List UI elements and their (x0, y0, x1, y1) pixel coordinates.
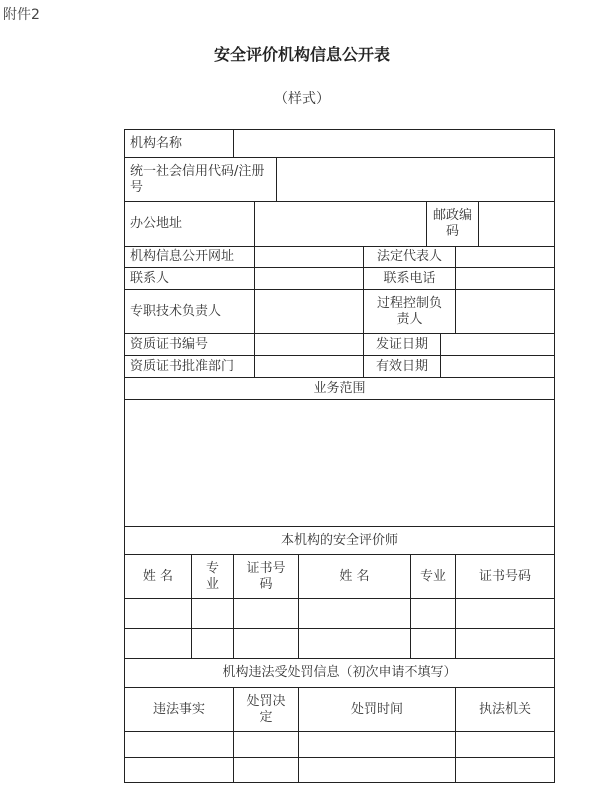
attachment-label: 附件2 (3, 7, 40, 23)
evaluator-header-cert-1: 证书号码 (233, 554, 299, 599)
penalty-row-1-decision[interactable] (233, 731, 299, 758)
label-business-scope: 业务范围 (124, 377, 555, 400)
label-approval-dept: 资质证书批准部门 (124, 355, 255, 378)
evaluator-row-1-cert-1[interactable] (233, 598, 299, 629)
contact-person-field[interactable] (254, 267, 364, 290)
business-scope-field[interactable] (124, 399, 555, 527)
penalties-section-title: 机构违法受处罚信息（初次申请不填写） (124, 658, 555, 688)
evaluator-row-2-name-1[interactable] (124, 628, 192, 659)
evaluator-row-2-major-1[interactable] (191, 628, 234, 659)
evaluator-row-1-major-1[interactable] (191, 598, 234, 629)
cert-number-field[interactable] (254, 333, 364, 356)
evaluator-row-2-name-2[interactable] (298, 628, 411, 659)
issue-date-field[interactable] (440, 333, 555, 356)
penalty-header-authority: 执法机关 (455, 687, 555, 732)
penalty-row-2-decision[interactable] (233, 757, 299, 783)
credit-code-field[interactable] (276, 157, 555, 202)
evaluator-row-1-name-1[interactable] (124, 598, 192, 629)
evaluator-row-2-cert-2[interactable] (455, 628, 555, 659)
document-title: 安全评价机构信息公开表 (213, 45, 390, 64)
org-name-field[interactable] (233, 129, 555, 158)
evaluator-row-2-cert-1[interactable] (233, 628, 299, 659)
penalty-row-1-time[interactable] (298, 731, 456, 758)
label-org-name: 机构名称 (124, 129, 234, 158)
evaluator-header-major-2: 专业 (410, 554, 456, 599)
approval-dept-field[interactable] (254, 355, 364, 378)
label-contact-person: 联系人 (124, 267, 255, 290)
label-contact-phone: 联系电话 (363, 267, 456, 290)
penalty-row-2-authority[interactable] (455, 757, 555, 783)
label-credit-code: 统一社会信用代码/注册号 (124, 157, 277, 202)
info-disclosure-form (124, 129, 555, 783)
evaluator-header-major-1: 专业 (191, 554, 234, 599)
label-office-address: 办公地址 (124, 201, 255, 247)
contact-phone-field[interactable] (455, 267, 555, 290)
evaluator-header-name-2: 姓 名 (298, 554, 411, 599)
evaluator-row-1-cert-2[interactable] (455, 598, 555, 629)
evaluator-row-1-major-2[interactable] (410, 598, 456, 629)
penalty-header-decision: 处罚决定 (233, 687, 299, 732)
website-field[interactable] (254, 246, 364, 268)
label-postal-code: 邮政编码 (426, 201, 479, 247)
evaluator-header-name-1: 姓 名 (124, 554, 192, 599)
tech-lead-field[interactable] (254, 289, 364, 334)
label-tech-lead: 专职技术负责人 (124, 289, 255, 334)
penalty-row-1-authority[interactable] (455, 731, 555, 758)
evaluators-section-title: 本机构的安全评价师 (124, 526, 555, 555)
label-website: 机构信息公开网址 (124, 246, 255, 268)
penalty-row-2-time[interactable] (298, 757, 456, 783)
document-subtitle: （样式） (274, 91, 330, 107)
evaluator-row-2-major-2[interactable] (410, 628, 456, 659)
label-valid-date: 有效日期 (363, 355, 441, 378)
penalty-header-violation: 违法事实 (124, 687, 234, 732)
label-process-lead: 过程控制负责人 (363, 289, 456, 334)
penalty-row-1-violation[interactable] (124, 731, 234, 758)
penalty-header-time: 处罚时间 (298, 687, 456, 732)
label-legal-rep: 法定代表人 (363, 246, 456, 268)
process-lead-field[interactable] (455, 289, 555, 334)
office-address-field[interactable] (254, 201, 427, 247)
legal-rep-field[interactable] (455, 246, 555, 268)
penalty-row-2-violation[interactable] (124, 757, 234, 783)
postal-code-field[interactable] (478, 201, 555, 247)
evaluator-row-1-name-2[interactable] (298, 598, 411, 629)
valid-date-field[interactable] (440, 355, 555, 378)
evaluator-header-cert-2: 证书号码 (455, 554, 555, 599)
label-cert-number: 资质证书编号 (124, 333, 255, 356)
label-issue-date: 发证日期 (363, 333, 441, 356)
